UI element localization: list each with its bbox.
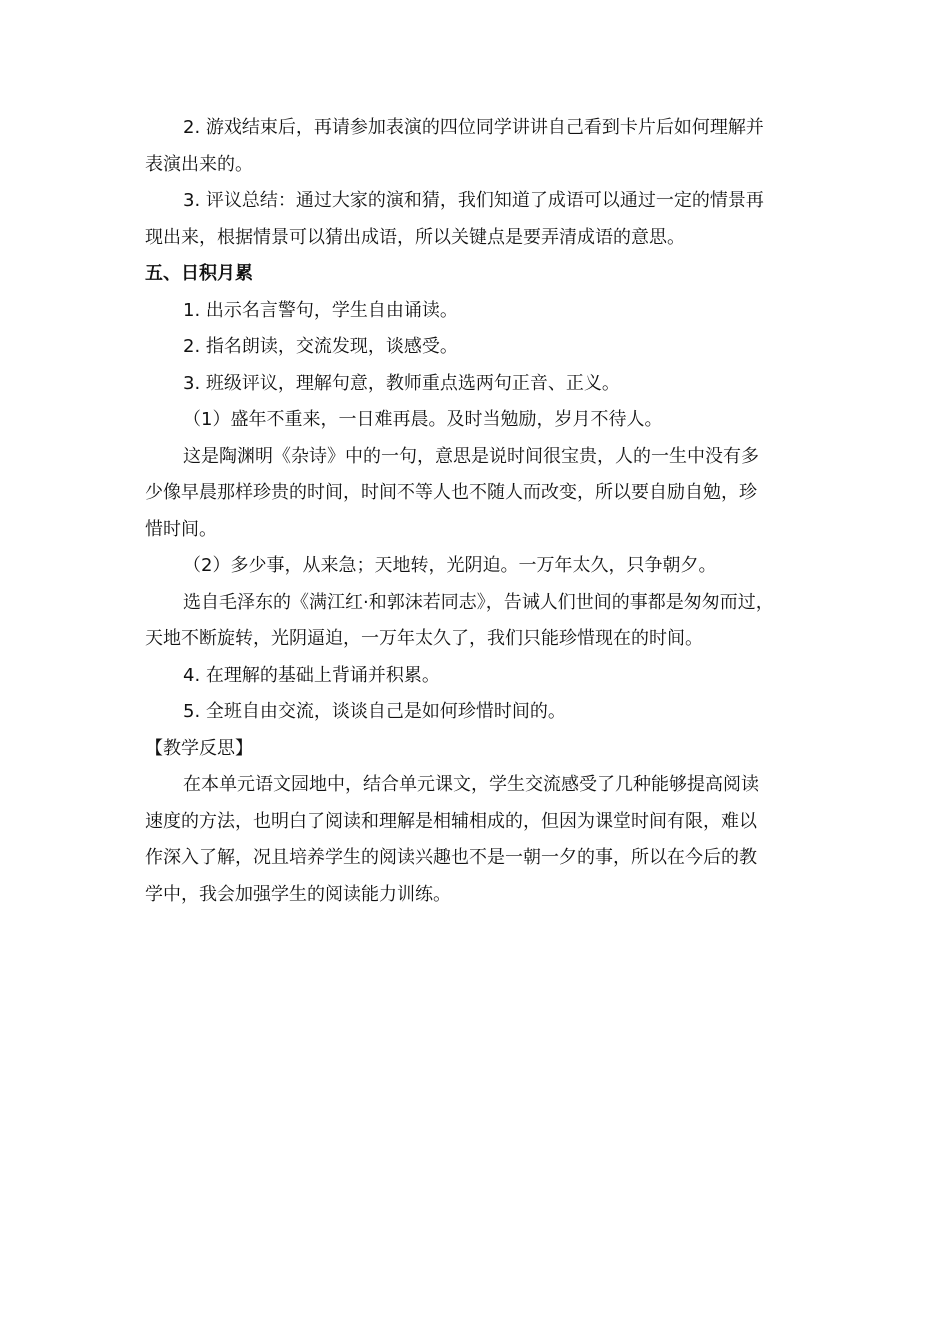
paragraph-line: 表演出来的。 bbox=[145, 153, 253, 175]
paragraph-line: 4. 在理解的基础上背诵并积累。 bbox=[183, 664, 440, 686]
paragraph-line: 现出来，根据情景可以猜出成语，所以关键点是要弄清成语的意思。 bbox=[145, 226, 685, 248]
paragraph-line: 2. 游戏结束后，再请参加表演的四位同学讲讲自己看到卡片后如何理解并 bbox=[183, 117, 764, 138]
paragraph-line: 在本单元语文园地中，结合单元课文，学生交流感受了几种能够提高阅读 bbox=[183, 774, 759, 795]
document-page bbox=[145, 110, 810, 913]
quote-line: （1）盛年不重来，一日难再晨。及时当勉励，岁月不待人。 bbox=[183, 409, 663, 430]
paragraph-line: 2. 指名朗读，交流发现，谈感受。 bbox=[183, 336, 458, 357]
section-heading: 五、日积月累 bbox=[145, 263, 253, 284]
paragraph-line: 速度的方法，也明白了阅读和理解是相辅相成的，但因为课堂时间有限，难以 bbox=[145, 810, 757, 832]
paragraph-line: 天地不断旋转，光阴逼迫，一万年太久了，我们只能珍惜现在的时间。 bbox=[145, 628, 703, 649]
section-heading: 【教学反思】 bbox=[145, 737, 253, 759]
paragraph-line: 作深入了解，况且培养学生的阅读兴趣也不是一朝一夕的事，所以在今后的教 bbox=[145, 847, 757, 868]
paragraph-line: 选自毛泽东的《满江红·和郭沫若同志》，告诫人们世间的事都是匆匆而过， bbox=[183, 591, 774, 613]
paragraph-line: 少像早晨那样珍贵的时间，时间不等人也不随人而改变，所以要自励自勉，珍 bbox=[145, 482, 757, 503]
quote-line: （2）多少事，从来急；天地转，光阴迫。一万年太久，只争朝夕。 bbox=[183, 555, 717, 576]
paragraph-line: 1. 出示名言警句，学生自由诵读。 bbox=[183, 299, 458, 321]
paragraph-line: 3. 班级评议，理解句意，教师重点选两句正音、正义。 bbox=[183, 372, 620, 394]
paragraph-line: 学中，我会加强学生的阅读能力训练。 bbox=[145, 883, 451, 905]
paragraph-line: 5. 全班自由交流，谈谈自己是如何珍惜时间的。 bbox=[183, 701, 566, 722]
paragraph-line: 3. 评议总结：通过大家的演和猜，我们知道了成语可以通过一定的情景再 bbox=[183, 190, 764, 211]
paragraph-line: 这是陶渊明《杂诗》中的一句，意思是说时间很宝贵，人的一生中没有多 bbox=[183, 445, 759, 467]
paragraph-line: 惜时间。 bbox=[145, 518, 217, 540]
